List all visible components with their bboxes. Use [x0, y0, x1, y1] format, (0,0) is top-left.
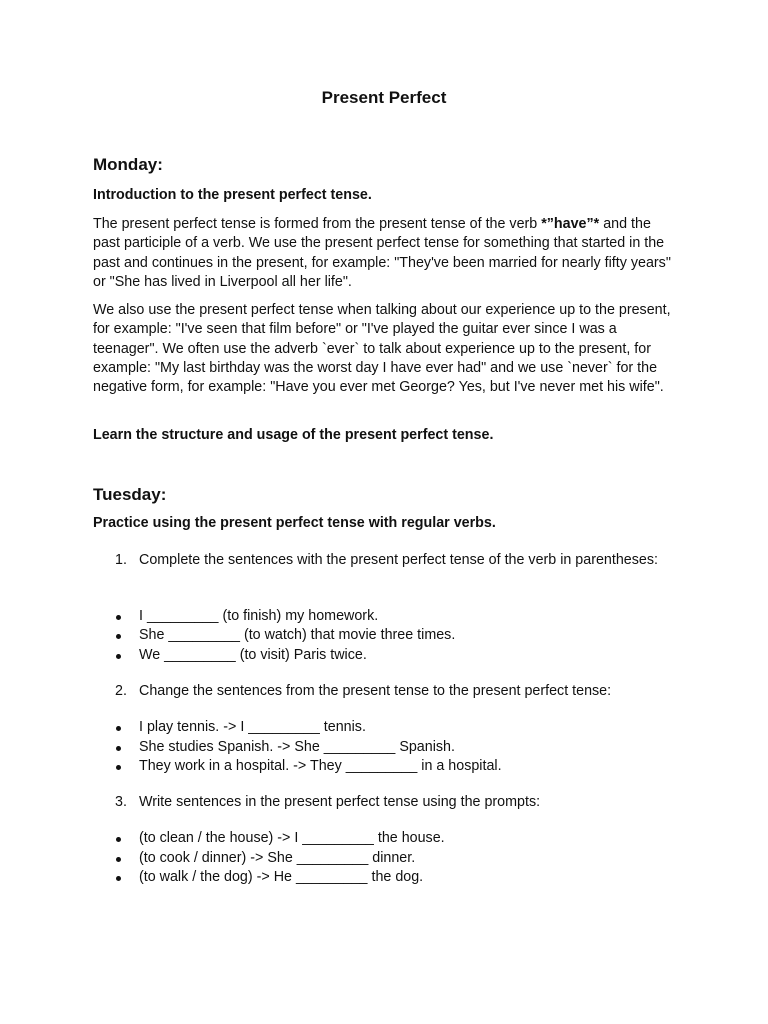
list-item: I play tennis. -> I _________ tennis.: [139, 719, 366, 735]
monday-intro: Introduction to the present perfect tense.: [93, 187, 372, 203]
bullet-dot: [116, 654, 121, 659]
monday-learn: Learn the structure and usage of the present perfect tense.: [93, 427, 494, 443]
bullet-dot: [116, 837, 121, 842]
exercise-instruction: Write sentences in the present perfect tense using the prompts:: [139, 794, 541, 810]
monday-paragraph-1: [93, 215, 671, 292]
exercise-number: 2.: [115, 683, 127, 699]
exercise-number: 3.: [115, 794, 127, 810]
bullet-dot: [116, 615, 121, 620]
bullet-dot: [116, 857, 121, 862]
list-item: (to walk / the dog) -> He _________ the dog.: [139, 869, 424, 885]
bullet-dot: [116, 765, 121, 770]
bullet-dot: [116, 634, 121, 639]
bullet-dot: [116, 876, 121, 881]
list-item: She _________ (to watch) that movie three times.: [139, 627, 456, 643]
bullet-dot: [116, 726, 121, 731]
exercise-number: 1.: [115, 552, 127, 568]
list-item: (to cook / dinner) -> She _________ dinner.: [139, 850, 416, 866]
list-item: We _________ (to visit) Paris twice.: [139, 647, 367, 663]
tuesday-intro: Practice using the present perfect tense with regular verbs.: [93, 515, 496, 531]
page-title: Present Perfect: [321, 88, 447, 107]
list-item: I _________ (to finish) my homework.: [139, 608, 379, 624]
list-item: She studies Spanish. -> She _________ Spanish.: [139, 739, 455, 755]
monday-paragraph-2: We also use the present perfect tense when talking about our experience up to the present, for example: "I've seen that film before" or "I've played the guitar ever since I was a teenager". We often use the adverb `ever` to talk about experience up to the present, for example: "My last birthday was the worst day I have ever had" and we use `never` for the negative form, for example: "Have you ever met George? Yes, but I've never met his wife".: [93, 302, 671, 396]
monday-heading: Monday:: [93, 155, 163, 174]
tuesday-heading: Tuesday:: [93, 485, 167, 504]
bullet-dot: [116, 746, 121, 751]
paragraph-text: The present perfect tense is formed from the present tense of the verb: [93, 216, 542, 232]
exercise-instruction: Change the sentences from the present tense to the present perfect tense:: [139, 683, 612, 699]
verb-have: *”have”*: [541, 216, 600, 232]
paragraph-text: and the past participle of a verb. We use the present perfect tense for something that started in the past and continues in the present, for example: "They've been married for nearly fifty years" or "She has lived in Liverpool all her life".: [93, 216, 671, 290]
exercise-instruction: Complete the sentences with the present perfect tense of the verb in parentheses:: [139, 552, 658, 568]
list-item: (to clean / the house) -> I _________ the house.: [139, 830, 445, 846]
list-item: They work in a hospital. -> They _________ in a hospital.: [139, 758, 502, 774]
